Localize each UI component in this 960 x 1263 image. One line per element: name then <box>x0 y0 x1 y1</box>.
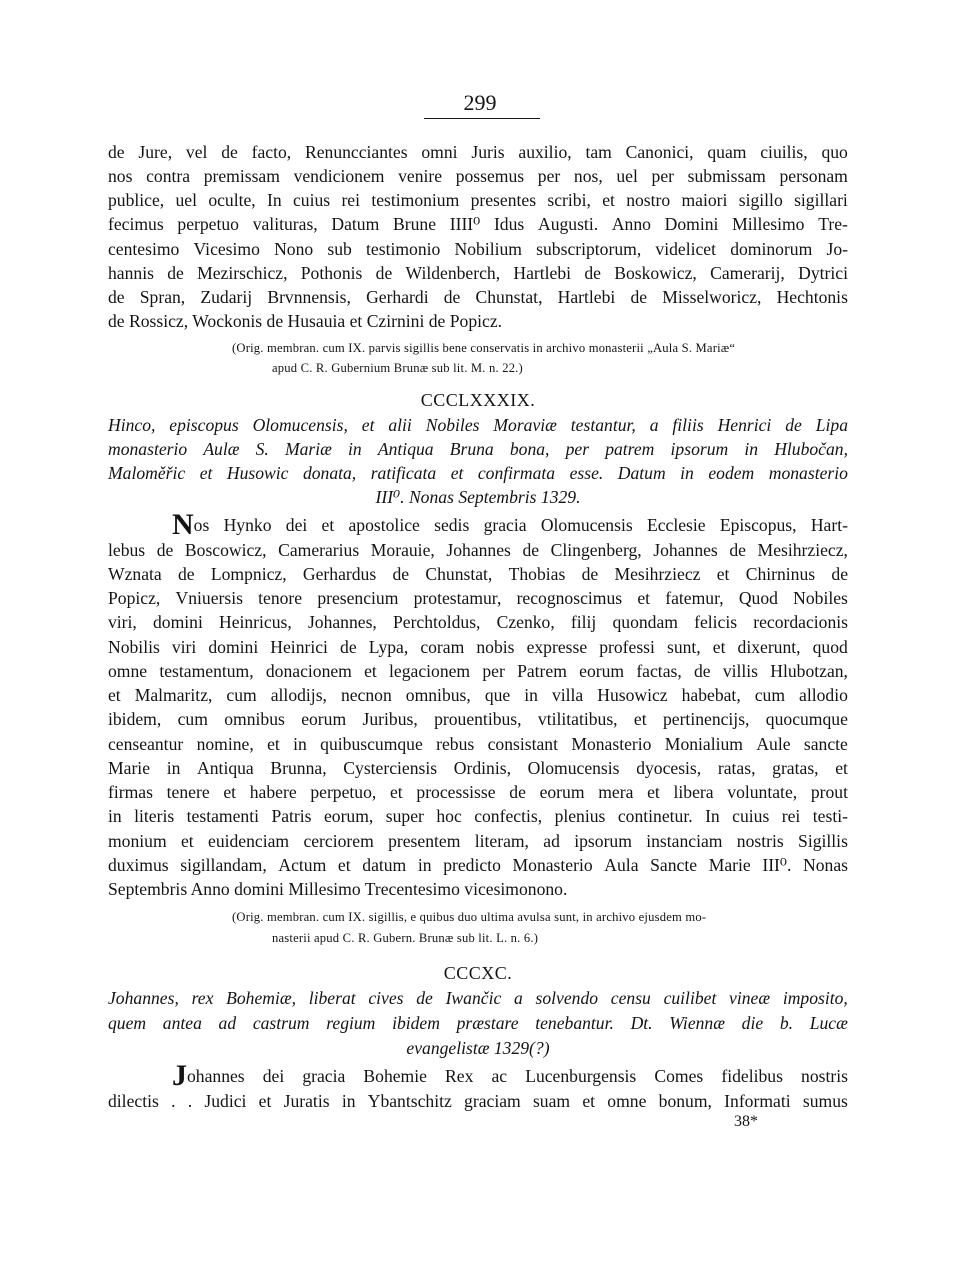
text-line: fecimus perpetuo valituras, Datum Brune IIII⁰ Idus Augusti. Anno Domini Millesimo Tre- <box>108 214 848 234</box>
text-line: Septembris Anno domini Millesimo Trecentesimo vicesimonono. <box>108 879 568 899</box>
drop-initial: N <box>172 508 194 541</box>
page-number: 299 <box>463 90 497 115</box>
source-note: apud C. R. Gubernium Brunæ sub lit. M. n. 22.) <box>272 361 523 375</box>
document-number: CCCXC. <box>443 963 513 983</box>
text-line: viri, domini Heinricus, Johannes, Perchtoldus, Czenko, filij quondam felicis recordacionis <box>108 612 848 632</box>
summary-line: quem antea ad castrum regium ibidem præstare tenebantur. Dt. Wiennæ die b. Lucæ <box>108 1013 848 1033</box>
text-line: Popicz, Vniuersis tenore presencium protestamur, recognoscimus et fatemur, Quod Nobiles <box>108 588 848 608</box>
text-line: duximus sigillandam, Actum et datum in predicto Monasterio Aula Sancte Marie III⁰. Nonas <box>108 855 848 875</box>
text-line: Wznata de Lompnicz, Gerhardus de Chunstat, Thobias de Mesihrziecz et Chirninus de <box>108 564 848 584</box>
text-line: centesimo Vicesimo Nono sub testimonio Nobilium subscriptorum, videlicet dominorum Jo- <box>108 239 848 259</box>
summary-line: evangelistæ 1329(?) <box>406 1038 550 1058</box>
text-line: in literis testamenti Patris eorum, super hoc confectis, plenius continetur. In cuius rei testi- <box>108 806 848 826</box>
text-line: et Malmaritz, cum allodijs, necnon omnibus, que in villa Husowicz habebat, cum allodio <box>108 685 848 705</box>
text-line: de Spran, Zudarij Brvnnensis, Gerhardi de Chunstat, Hartlebi de Misselworicz, Hechtonis <box>108 287 848 307</box>
text-line: censeantur nomine, et in quibuscumque rebus consistant Monasterio Monialium Aule sancte <box>108 734 848 754</box>
text-line: Marie in Antiqua Brunna, Cysterciensis Ordinis, Olomucensis dyocesis, ratas, gratas, et <box>108 758 848 778</box>
summary-line: III⁰. Nonas Septembris 1329. <box>375 487 581 507</box>
text-line: firmas tenere et habere perpetuo, et processisse de eorum mera et libera voluntate, prout <box>108 782 848 802</box>
text-line: publice, uel oculte, In cuius rei testimonium presentes scribi, et nostro maiori sigillo sigillari <box>108 190 848 210</box>
text-line: Johannes dei gracia Bohemie Rex ac Lucenburgensis Comes fidelibus nostris <box>172 1059 848 1092</box>
text-line: lebus de Boscowicz, Camerarius Morauie, Johannes de Clingenberg, Johannes de Mesihrziecz, <box>108 540 848 560</box>
summary-line: Johannes, rex Bohemiæ, liberat cives de Iwančic a solvendo censu cuilibet vineæ imposito, <box>108 988 848 1008</box>
drop-initial: J <box>172 1059 187 1092</box>
header-rule <box>424 118 540 119</box>
text-line: de Jure, vel de facto, Renuncciantes omni Juris auxilio, tam Canonici, quam ciuilis, quo <box>108 142 848 162</box>
source-note: (Orig. membran. cum IX. sigillis, e quibus duo ultima avulsa sunt, in archivo ejusdem mo- <box>232 910 707 924</box>
document-number: CCCLXXXIX. <box>420 390 536 410</box>
summary-line: monasterio Aulæ S. Mariæ in Antiqua Bruna bona, per patrem ipsorum in Hlubočan, <box>108 439 848 459</box>
text-line: omne testamentum, donacionem et legacionem per Patrem eorum factas, de villis Hlubotzan, <box>108 661 848 681</box>
text-line: dilectis . . Judici et Juratis in Ybantschitz graciam suam et omne bonum, Informati sumus <box>108 1091 848 1111</box>
text-line: hannis de Mezirschicz, Pothonis de Wildenberch, Hartlebi de Boskowicz, Camerarij, Dytrici <box>108 263 848 283</box>
text-line: Nos Hynko dei et apostolice sedis gracia Olomucensis Ecclesie Episcopus, Hart- <box>172 508 848 541</box>
text-line: de Rossicz, Wockonis de Husauia et Czirnini de Popicz. <box>108 311 503 331</box>
summary-line: Hinco, episcopus Olomucensis, et alii Nobiles Moraviæ testantur, a filiis Henrici de Lipa <box>108 415 848 435</box>
text-line: nos contra premissam vendicionem venire possemus per nos, uel per submissam personam <box>108 166 848 186</box>
text-line: monium et euidenciam cerciorem presentem literam, ad ipsorum instanciam nostris Sigillis <box>108 831 848 851</box>
text-line: Nobilis viri domini Heinrici de Lypa, coram nobis expresse professi sunt, et dixerunt, quod <box>108 637 848 657</box>
summary-line: Maloměřic et Husowic donata, ratificata et confirmata esse. Datum in eodem monasterio <box>108 463 848 483</box>
source-note: (Orig. membran. cum IX. parvis sigillis bene conservatis in archivo monasterii „Aula S. Mariæ“ <box>232 341 736 355</box>
text-line: ibidem, cum omnibus eorum Juribus, prouentibus, vtilitatibus, et pertinencijs, quocumque <box>108 709 848 729</box>
source-note: nasterii apud C. R. Gubern. Brunæ sub lit. L. n. 6.) <box>272 931 539 945</box>
signature-mark: 38* <box>734 1113 758 1130</box>
